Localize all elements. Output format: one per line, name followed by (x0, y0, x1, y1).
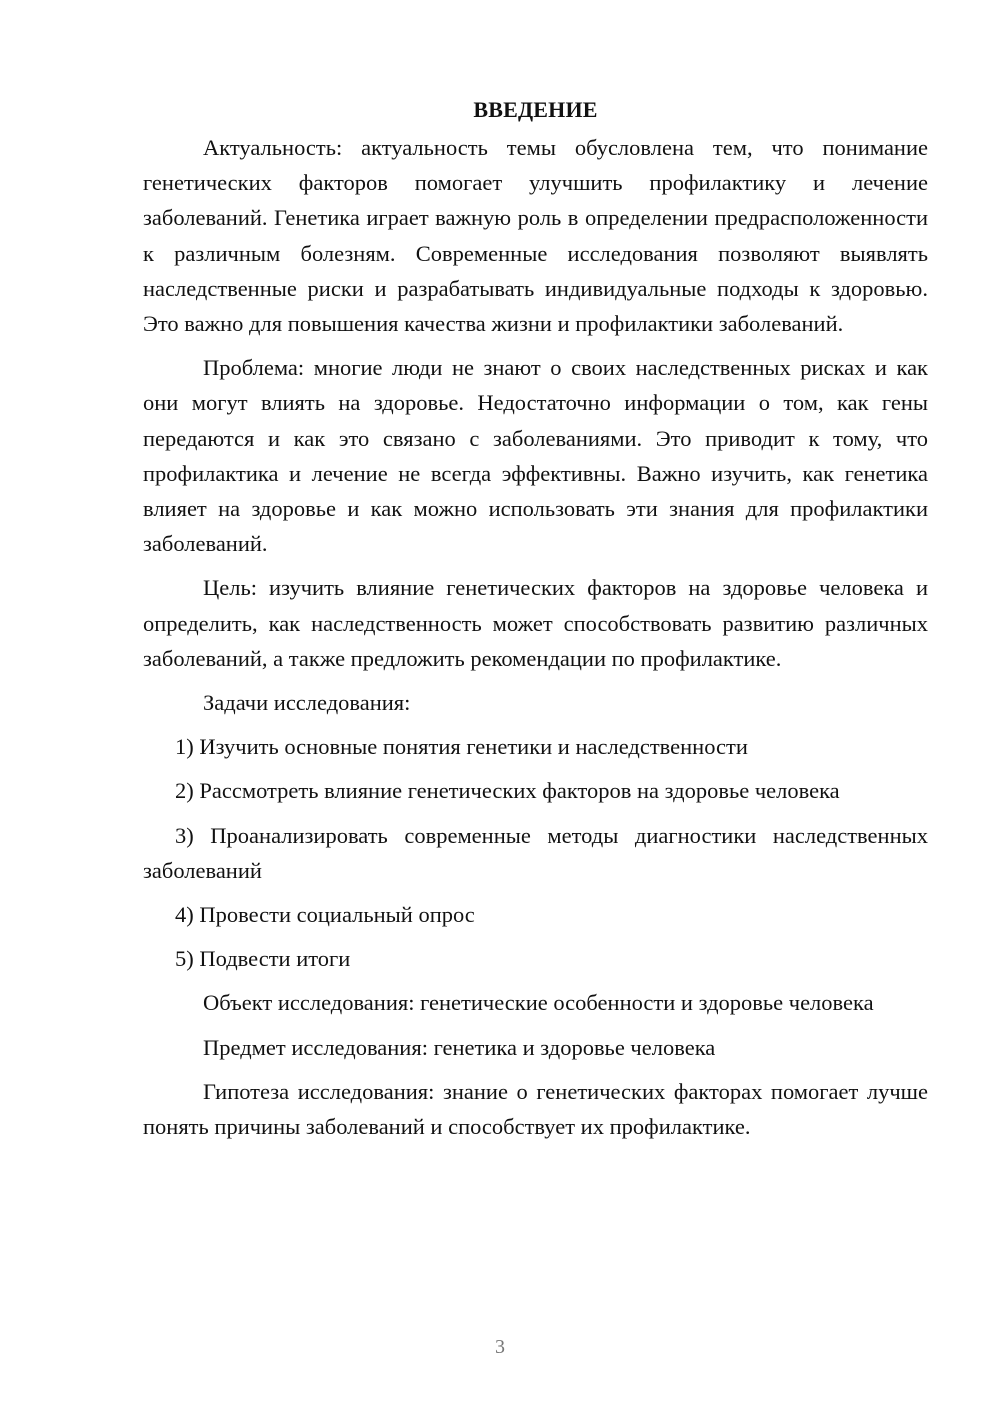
research-object-paragraph: Объект исследования: генетические особенности и здоровье человека (203, 990, 874, 1016)
task-item-1: 1) Изучить основные понятия генетики и наследственности (175, 734, 748, 760)
research-subject-paragraph: Предмет исследования: генетика и здоровье человека (203, 1034, 716, 1060)
page-content (143, 92, 928, 1153)
goal-paragraph: Цель: изучить влияние генетических факторов на здоровье человека и определить, как наследственность может способствовать развитию различных заболеваний, а также предложить рекомендации по профилактике. (143, 575, 928, 671)
task-item-3: 3) Проанализировать современные методы диагностики наследственных заболеваний (143, 822, 928, 883)
page-number: 3 (495, 1336, 505, 1358)
tasks-heading: Задачи исследования: (203, 690, 411, 716)
task-item-5: 5) Подвести итоги (175, 946, 351, 972)
page-title: ВВЕДЕНИЕ (473, 97, 598, 122)
relevance-paragraph: Актуальность: актуальность темы обусловлена тем, что понимание генетических факторов помогает улучшить профилактику и лечение заболеваний. Генетика играет важную роль в определении предрасположенности к различным болезням. Современные исследования позволяют выявлять наследственные риски и разрабатывать индивидуальные подходы к здоровью. Это важно для повышения качества жизни и профилактики заболеваний. (143, 135, 928, 337)
task-item-4: 4) Провести социальный опрос (175, 902, 475, 928)
task-item-2: 2) Рассмотреть влияние генетических факторов на здоровье человека (175, 778, 840, 804)
hypothesis-paragraph: Гипотеза исследования: знание о генетических факторах помогает лучше понять причины заболеваний и способствует их профилактике. (143, 1078, 928, 1140)
problem-paragraph: Проблема: многие люди не знают о своих наследственных рисках и как они могут влиять на здоровье. Недостаточно информации о том, как гены передаются и как это связано с заболеваниями. Это приводит к тому, что профилактика и лечение не всегда эффективны. Важно изучить, как генетика влияет на здоровье и как можно использовать эти знания для профилактики заболеваний. (143, 355, 928, 557)
